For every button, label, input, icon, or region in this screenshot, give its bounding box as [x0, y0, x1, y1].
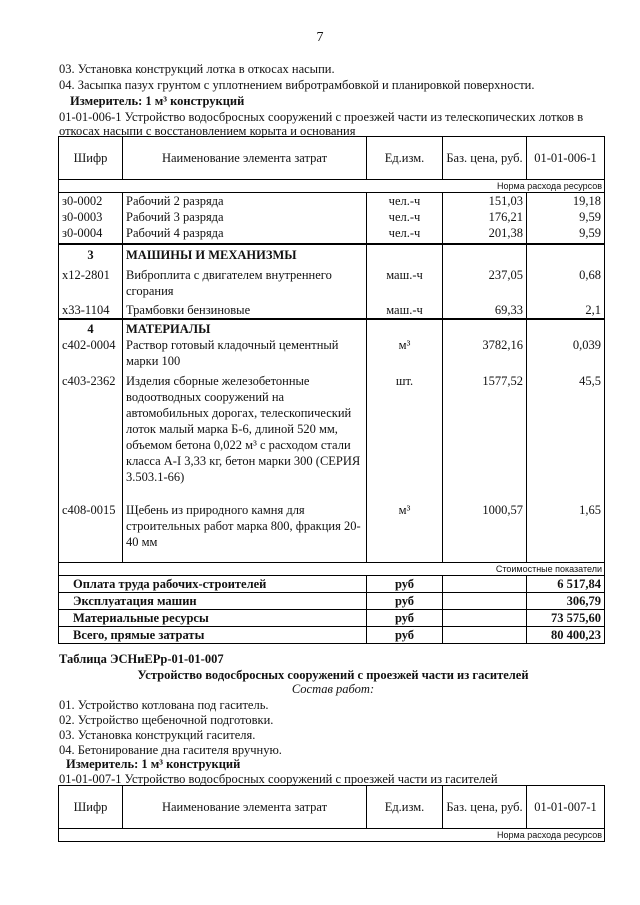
row-norm: 9,59: [527, 209, 605, 225]
row-unit: чел.-ч: [367, 209, 443, 225]
header-norm-code: 01-01-007-1: [527, 786, 605, 829]
header-price: Баз. цена, руб.: [443, 786, 527, 829]
section-title: МАШИНЫ И МЕХАНИЗМЫ: [123, 244, 367, 263]
resource-table-2: [58, 785, 605, 842]
header-price: Баз. цена, руб.: [443, 137, 527, 180]
total-row: [59, 593, 605, 610]
work-step-04: 04. Засыпка пазух грунтом с уплотнением вибротрамбовкой и планировкой поверхности.: [59, 78, 535, 92]
row-code: с402-0004: [59, 337, 123, 369]
row-price: 1577,52: [443, 369, 527, 485]
row-name: Рабочий 3 разряда: [123, 209, 367, 225]
table-row: [59, 485, 605, 563]
row-norm: 0,039: [527, 337, 605, 369]
total-label: Материальные ресурсы: [59, 610, 367, 627]
section-subtitle: Устройство водосбросных сооружений с проезжей части из гасителей: [137, 668, 529, 682]
row-unit: м³: [367, 337, 443, 369]
header-name: Наименование элемента затрат: [123, 137, 367, 180]
table-header-row: [59, 137, 605, 180]
row-name: Рабочий 2 разряда: [123, 193, 367, 210]
row-unit: чел.-ч: [367, 225, 443, 244]
header-code: Шифр: [59, 786, 123, 829]
total-label: Эксплуатация машин: [59, 593, 367, 610]
table-row: [59, 337, 605, 369]
table-row: [59, 193, 605, 210]
composition-label: Состав работ:: [291, 682, 375, 696]
norm-label: Норма расхода ресурсов: [59, 829, 605, 842]
row-norm: 45,5: [527, 369, 605, 485]
table-row: [59, 369, 605, 485]
total-unit: руб: [367, 576, 443, 593]
total-value: 6 517,84: [527, 576, 605, 593]
work-item: 03. Установка конструкций гасителя.: [59, 728, 256, 742]
meter-label-2: Измеритель: 1 м³ конструкций: [66, 757, 241, 771]
row-norm: 19,18: [527, 193, 605, 210]
section-number: 4: [59, 319, 123, 337]
total-value: 306,79: [527, 593, 605, 610]
norm-row: [59, 180, 605, 193]
resource-table-1: [58, 136, 605, 644]
row-unit: шт.: [367, 369, 443, 485]
row-code: з0-0003: [59, 209, 123, 225]
row-code: с408-0015: [59, 485, 123, 563]
section-title: МАТЕРИАЛЫ: [123, 319, 367, 337]
section-row: [59, 319, 605, 337]
row-unit: м³: [367, 485, 443, 563]
norm-row: [59, 829, 605, 842]
row-price: 237,05: [443, 263, 527, 299]
table-row: [59, 263, 605, 299]
row-price: 151,03: [443, 193, 527, 210]
total-value: 80 400,23: [527, 627, 605, 644]
cost-indicators-row: [59, 563, 605, 576]
work-item: 02. Устройство щебеночной подготовки.: [59, 713, 274, 727]
cost-indicators-label: Стоимостные показатели: [59, 563, 605, 576]
row-code: х12-2801: [59, 263, 123, 299]
total-label: Всего, прямые затраты: [59, 627, 367, 644]
row-norm: 0,68: [527, 263, 605, 299]
row-name: Изделия сборные железобетонные водоотводных сооружений на автомобильных дорогах, телескопический лоток малый марка Б-6, длиной 520 мм, объемом бетона 0,022 м³ с расходом стали класса А-I 3,33 кг, бетон марки 300 (СЕРИЯ 3.503.1-66): [123, 369, 367, 485]
section-row: [59, 244, 605, 263]
row-price: 176,21: [443, 209, 527, 225]
table-title: Таблица ЭСНиЕРр-01-01-007: [59, 652, 224, 666]
table-header-row: [59, 786, 605, 829]
table-row: [59, 225, 605, 244]
row-name: Раствор готовый кладочный цементный марки 100: [123, 337, 367, 369]
item-title-line-1: 01-01-006-1 Устройство водосбросных сооружений с проезжей части из телескопических лотков в: [59, 110, 584, 124]
row-price: 3782,16: [443, 337, 527, 369]
total-unit: руб: [367, 610, 443, 627]
total-label: Оплата труда рабочих-строителей: [59, 576, 367, 593]
row-unit: чел.-ч: [367, 193, 443, 210]
row-code: с403-2362: [59, 369, 123, 485]
item-title-2: 01-01-007-1 Устройство водосбросных сооружений с проезжей части из гасителей: [59, 772, 498, 786]
total-unit: руб: [367, 593, 443, 610]
row-code: з0-0002: [59, 193, 123, 210]
item-title-line-2: откосах насыпи с восстановлением корыта и основания: [59, 124, 356, 138]
row-code: х33-1104: [59, 299, 123, 319]
header-norm-code: 01-01-006-1: [527, 137, 605, 180]
work-item: 04. Бетонирование дна гасителя вручную.: [59, 743, 282, 757]
total-value: 73 575,60: [527, 610, 605, 627]
row-name: Щебень из природного камня для строительных работ марка 800, фракция 20-40 мм: [123, 485, 367, 563]
row-unit: маш.-ч: [367, 299, 443, 319]
row-norm: 2,1: [527, 299, 605, 319]
row-code: з0-0004: [59, 225, 123, 244]
row-name: Трамбовки бензиновые: [123, 299, 367, 319]
norm-label: Норма расхода ресурсов: [59, 180, 605, 193]
work-step-03: 03. Установка конструкций лотка в откосах насыпи.: [59, 62, 335, 76]
table-row: [59, 299, 605, 319]
section-number: 3: [59, 244, 123, 263]
header-unit: Ед.изм.: [367, 137, 443, 180]
row-unit: маш.-ч: [367, 263, 443, 299]
header-code: Шифр: [59, 137, 123, 180]
row-price: 69,33: [443, 299, 527, 319]
total-row: [59, 576, 605, 593]
meter-label: Измеритель: 1 м³ конструкций: [70, 94, 245, 108]
total-unit: руб: [367, 627, 443, 644]
row-norm: 1,65: [527, 485, 605, 563]
header-name: Наименование элемента затрат: [123, 786, 367, 829]
table-row: [59, 209, 605, 225]
work-item: 01. Устройство котлована под гаситель.: [59, 698, 269, 712]
row-norm: 9,59: [527, 225, 605, 244]
row-price: 201,38: [443, 225, 527, 244]
total-row: [59, 627, 605, 644]
total-row: [59, 610, 605, 627]
row-name: Виброплита с двигателем внутреннего сгорания: [123, 263, 367, 299]
page-number: 7: [316, 30, 324, 45]
row-price: 1000,57: [443, 485, 527, 563]
header-unit: Ед.изм.: [367, 786, 443, 829]
row-name: Рабочий 4 разряда: [123, 225, 367, 244]
